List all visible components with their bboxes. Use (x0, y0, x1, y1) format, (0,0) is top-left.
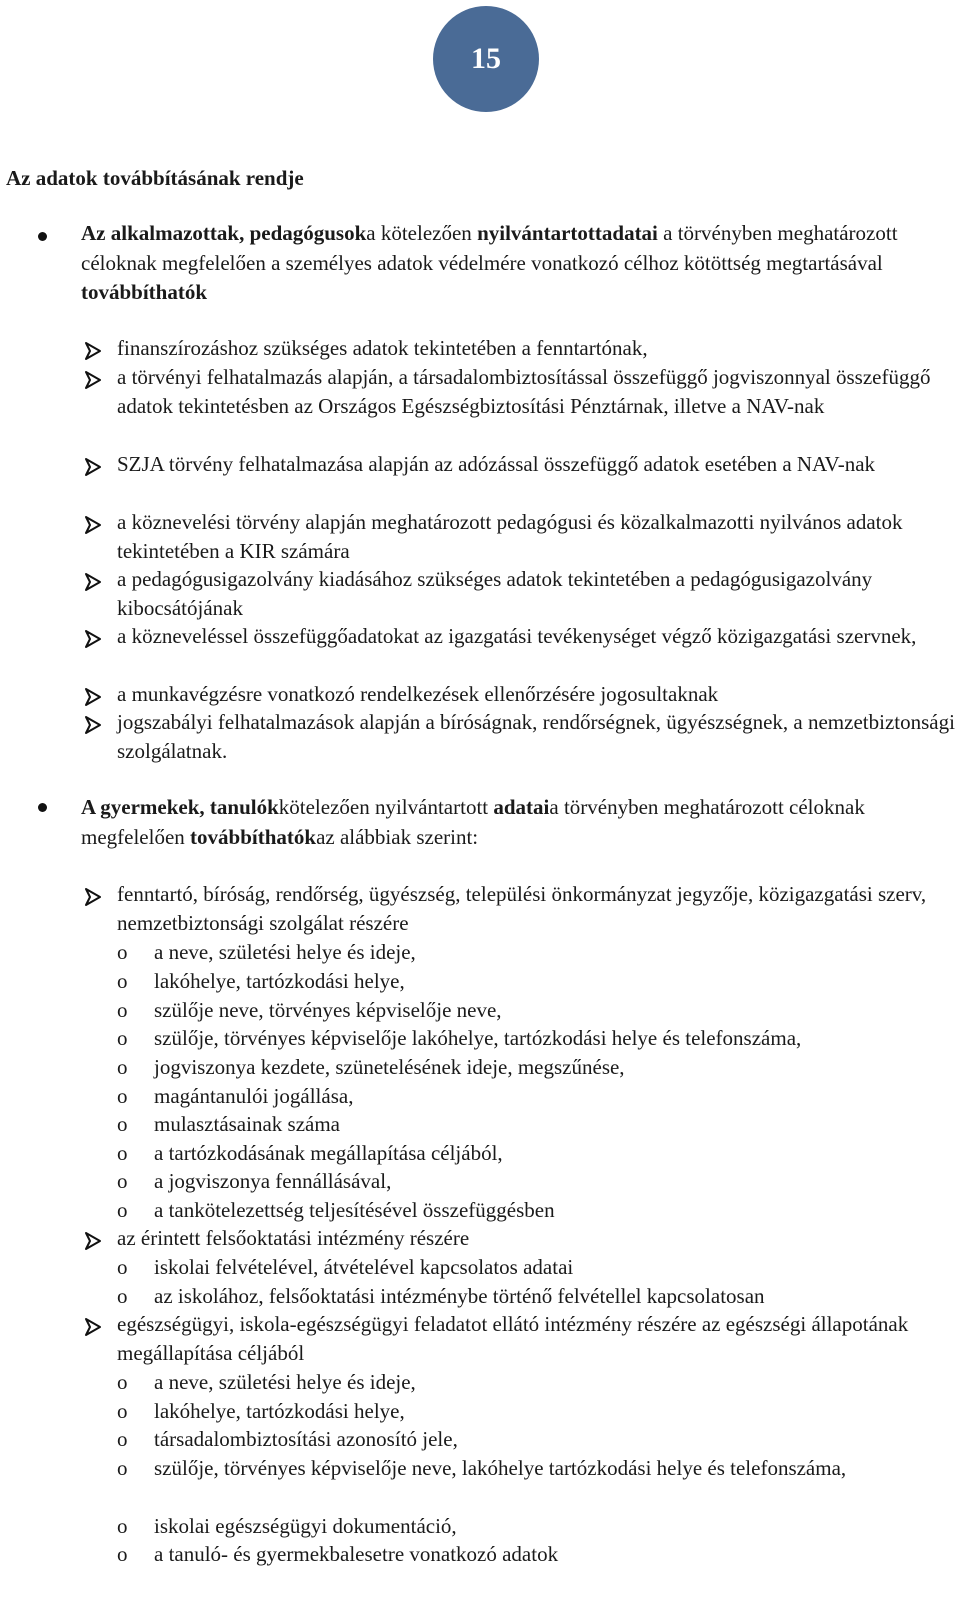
page-number-badge (433, 6, 539, 112)
o-bullet-marker: o (117, 998, 128, 1022)
data-field-item: magántanulói jogállása, (154, 1084, 354, 1108)
arrow-bullet-icon (84, 715, 102, 735)
arrow-bullet-icon (84, 515, 102, 535)
recipient-list-item: a munkavégzésre vonatkozó rendelkezések ellenőrzésére jogosultaknak (117, 682, 719, 706)
o-bullet-marker: o (117, 1084, 128, 1108)
page-number: 15 (471, 42, 501, 75)
recipient-group-title: fenntartó, bíróság, rendőrség, ügyészség, települési önkormányzat jegyzője, közigazgatási szerv, nemzetbiztonsági szolgálat részére (117, 882, 927, 936)
data-field-item: társadalombiztosítási azonosító jele, (154, 1427, 458, 1451)
student-data-intro (81, 793, 953, 852)
recipient-group-title: egészségügyi, iskola-egészségügyi feladatot ellátó intézmény részére az egészségi állapotának megállapítása céljából (117, 1312, 909, 1366)
o-bullet-marker: o (117, 1198, 128, 1222)
data-field-item: a neve, születési helye és ideje, (154, 1370, 416, 1394)
arrow-bullet-icon (84, 887, 102, 907)
data-field-item: szülője neve, törvényes képviselője neve, (154, 998, 502, 1022)
bullet-icon (38, 232, 47, 241)
data-field-item: a tankötelezettség teljesítésével összefüggésben (154, 1198, 555, 1222)
o-bullet-marker: o (117, 1112, 128, 1136)
data-field-item: iskolai egészségügyi dokumentáció, (154, 1514, 457, 1538)
data-field-item: szülője, törvényes képviselője neve, lakóhelye tartózkodási helye és telefonszáma, (154, 1456, 847, 1480)
o-bullet-marker: o (117, 969, 128, 993)
arrow-bullet-icon (84, 687, 102, 707)
o-bullet-marker: o (117, 1370, 128, 1394)
o-bullet-marker: o (117, 1399, 128, 1423)
text-phrase: a törvényben meghatározott céloknak megfelelően (81, 795, 865, 849)
o-bullet-marker: o (117, 1514, 128, 1538)
data-field-item: szülője, törvényes képviselője lakóhelye, tartózkodási helye és telefonszáma, (154, 1026, 802, 1050)
arrow-bullet-icon (84, 341, 102, 361)
text-phrase: az alábbiak szerint: (316, 824, 479, 849)
data-field-item: a tartózkodásának megállapítása céljából, (154, 1141, 503, 1165)
data-field-item: lakóhelye, tartózkodási helye, (154, 969, 405, 993)
bullet-icon (38, 803, 47, 812)
bold-phrase: továbbíthatók (81, 280, 208, 304)
text-phrase: a kötelezően (366, 221, 478, 245)
text-phrase: a törvényben meghatározott céloknak megfelelően a személyes adatok védelmére vonatkozó célhoz kötöttség megtartásával (81, 221, 898, 275)
arrow-bullet-icon (84, 457, 102, 477)
o-bullet-marker: o (117, 1055, 128, 1079)
o-bullet-marker: o (117, 1284, 128, 1308)
recipient-list-item: a törvényi felhatalmazás alapján, a társadalombiztosítással összefüggő jogviszonnyal összefüggő adatok tekintetésben az Országos Egészségbiztosítási Pénztárnak, illetve a NAV-nak (117, 365, 931, 419)
recipient-list-item: a köznevelési törvény alapján meghatározott pedagógusi és közalkalmazotti nyilvános adatok tekintetében a KIR számára (117, 510, 903, 564)
arrow-bullet-icon (84, 1231, 102, 1251)
recipient-list-item: a pedagógusigazolvány kiadásához szükséges adatok tekintetében a pedagógusigazolvány kibocsátójának (117, 567, 873, 621)
text-phrase: kötelezően nyilvántartott (278, 795, 494, 819)
recipient-list-item: SZJA törvény felhatalmazása alapján az adózással összefüggő adatok esetében a NAV-nak (117, 452, 876, 476)
data-field-item: iskolai felvételével, átvételével kapcsolatos adatai (154, 1255, 574, 1279)
bold-phrase: továbbíthatók (190, 824, 317, 849)
section-heading: Az adatok továbbításának rendje (6, 166, 304, 190)
data-field-item: a tanuló- és gyermekbalesetre vonatkozó adatok (154, 1542, 559, 1566)
data-field-item: a neve, születési helye és ideje, (154, 940, 416, 964)
data-field-item: az iskolához, felsőoktatási intézménybe történő felvétellel kapcsolatosan (154, 1284, 765, 1308)
o-bullet-marker: o (117, 1169, 128, 1193)
o-bullet-marker: o (117, 1255, 128, 1279)
o-bullet-marker: o (117, 1026, 128, 1050)
recipient-group-title: az érintett felsőoktatási intézmény részére (117, 1226, 470, 1250)
staff-data-intro (81, 219, 953, 308)
bold-phrase: adatai (493, 795, 550, 819)
bold-phrase: Az alkalmazottak, pedagógusok (81, 221, 367, 245)
arrow-bullet-icon (84, 370, 102, 390)
o-bullet-marker: o (117, 940, 128, 964)
data-field-item: mulasztásainak száma (154, 1112, 341, 1136)
o-bullet-marker: o (117, 1427, 128, 1451)
data-field-item: a jogviszonya fennállásával, (154, 1169, 392, 1193)
o-bullet-marker: o (117, 1141, 128, 1165)
o-bullet-marker: o (117, 1456, 128, 1480)
arrow-bullet-icon (84, 1317, 102, 1337)
data-field-item: lakóhelye, tartózkodási helye, (154, 1399, 405, 1423)
bold-phrase: nyilvántartottadatai (477, 221, 658, 245)
bold-phrase: A gyermekek, tanulók (81, 795, 279, 819)
recipient-list-item: a közneveléssel összefüggőadatokat az igazgatási tevékenységet végző közigazgatási szervnek, (117, 624, 917, 648)
data-field-item: jogviszonya kezdete, szünetelésének ideje, megszűnése, (154, 1055, 625, 1079)
arrow-bullet-icon (84, 572, 102, 592)
arrow-bullet-icon (84, 629, 102, 649)
o-bullet-marker: o (117, 1542, 128, 1566)
recipient-list-item: finanszírozáshoz szükséges adatok tekintetében a fenntartónak, (117, 336, 648, 360)
recipient-list-item: jogszabályi felhatalmazások alapján a bíróságnak, rendőrségnek, ügyészségnek, a nemzetbiztonsági szolgálatnak. (117, 710, 955, 764)
